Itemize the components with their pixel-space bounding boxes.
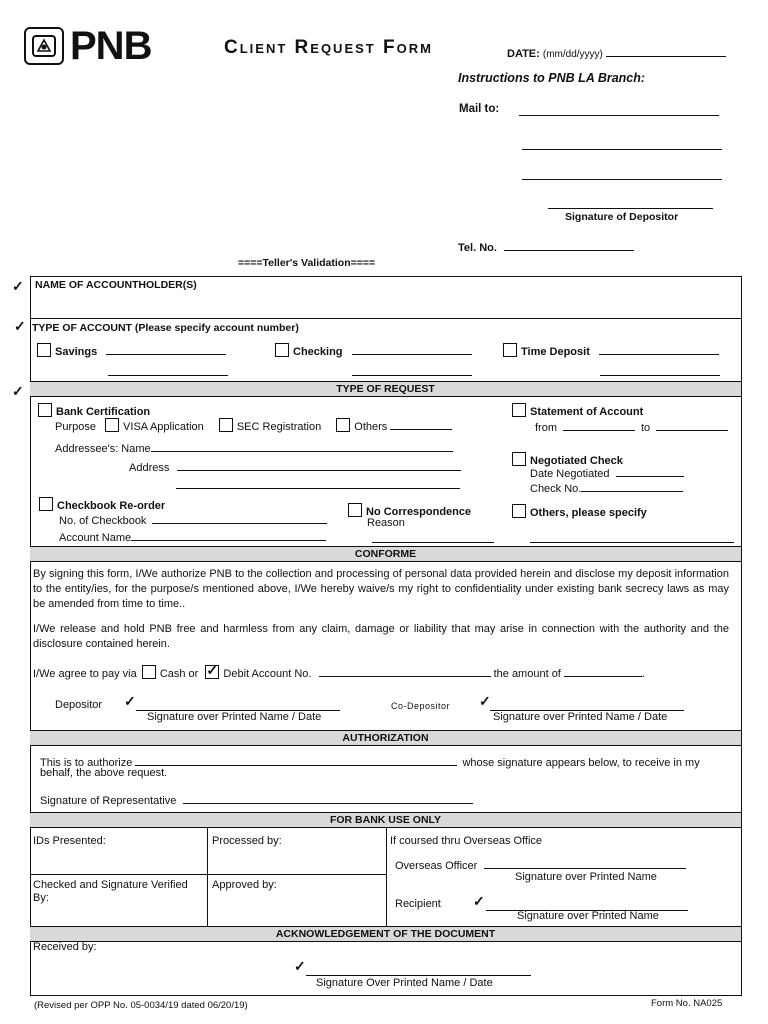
savings-line-2[interactable] bbox=[108, 365, 228, 376]
co-depositor-label: Co-Depositor bbox=[391, 701, 451, 711]
cash-checkbox[interactable] bbox=[142, 665, 156, 679]
visa-checkbox[interactable] bbox=[105, 418, 119, 432]
negotiated-check-option[interactable]: Negotiated Check bbox=[512, 452, 623, 467]
acknowledgement-signature-line[interactable] bbox=[306, 965, 531, 976]
amount-input[interactable] bbox=[564, 665, 642, 677]
authorized-person-input[interactable] bbox=[135, 754, 457, 766]
checking-option[interactable]: Checking bbox=[275, 343, 472, 358]
checkbook-reorder-option[interactable]: Checkbook Re-order bbox=[39, 497, 165, 512]
date-field[interactable]: DATE: (mm/dd/yyyy) bbox=[507, 45, 726, 60]
bank-use-hline bbox=[30, 874, 387, 875]
reason-line[interactable] bbox=[372, 532, 494, 543]
time-deposit-option[interactable]: Time Deposit bbox=[503, 343, 719, 358]
signature-of-depositor-label: Signature of Depositor bbox=[565, 211, 679, 223]
time-deposit-line-2[interactable] bbox=[600, 365, 720, 376]
tel-no-field[interactable]: Tel. No. bbox=[458, 239, 634, 254]
payment-row: I/We agree to pay via Cash or ✓ Debit Account No. the amount of . bbox=[33, 665, 645, 680]
pnb-seal-icon bbox=[24, 27, 64, 65]
checked-verified-label: Checked and Signature Verified By: bbox=[33, 879, 188, 904]
co-depositor-signature-line[interactable] bbox=[490, 700, 684, 711]
depositor-signature-line[interactable] bbox=[548, 196, 713, 209]
statement-of-account-checkbox[interactable] bbox=[512, 403, 526, 417]
type-of-account-label: TYPE OF ACCOUNT (Please specify account number) bbox=[32, 322, 299, 334]
bank-use-vline-1 bbox=[207, 828, 208, 926]
received-by-label: Received by: bbox=[33, 941, 97, 953]
sec-registration-checkbox[interactable] bbox=[219, 418, 233, 432]
recipient-caption: Signature over Printed Name bbox=[517, 910, 659, 922]
address-line-2[interactable] bbox=[176, 478, 460, 489]
acknowledgement-caption: Signature Over Printed Name / Date bbox=[316, 977, 493, 989]
pnb-logo bbox=[24, 26, 151, 66]
form-number: Form No. NA025 bbox=[651, 998, 723, 1009]
overseas-officer-row[interactable]: Overseas Officer bbox=[395, 857, 686, 872]
coursed-thru-label: If coursed thru Overseas Office bbox=[390, 835, 543, 847]
overseas-officer-caption: Signature over Printed Name bbox=[515, 871, 657, 883]
address-row[interactable]: Address bbox=[129, 459, 461, 474]
recipient-label: Recipient bbox=[395, 898, 441, 910]
bank-certification-checkbox[interactable] bbox=[38, 403, 52, 417]
form-title: Client Request Form bbox=[224, 37, 433, 58]
tellers-validation: ====Teller's Validation==== bbox=[238, 257, 376, 269]
processed-by-label: Processed by: bbox=[212, 835, 282, 847]
account-name-row[interactable]: Account Name bbox=[59, 529, 326, 544]
checkbook-reorder-checkbox[interactable] bbox=[39, 497, 53, 511]
check-mark-icon: ✓ bbox=[294, 958, 306, 974]
addressee-name-row[interactable]: Addressee's: Name bbox=[55, 440, 453, 455]
savings-option[interactable]: Savings bbox=[37, 343, 226, 358]
accountholder-name-field[interactable] bbox=[31, 293, 739, 318]
mail-to-label: Mail to: bbox=[459, 103, 500, 115]
check-mark-icon: ✓ bbox=[473, 893, 485, 909]
divider bbox=[30, 318, 741, 319]
others-specify-line[interactable] bbox=[530, 532, 734, 543]
ids-presented-label: IDs Presented: bbox=[33, 835, 106, 847]
check-mark-icon: ✓ bbox=[12, 278, 24, 294]
statement-period-row[interactable]: from to bbox=[535, 419, 728, 434]
type-of-request-header: TYPE OF REQUEST bbox=[30, 381, 741, 397]
depositor-signature-caption: Signature over Printed Name / Date bbox=[147, 711, 322, 723]
authorization-line-2: behalf, the above request. bbox=[40, 767, 168, 779]
approved-by-label: Approved by: bbox=[212, 879, 277, 891]
mail-to-line-2[interactable] bbox=[522, 137, 722, 150]
checking-checkbox[interactable] bbox=[275, 343, 289, 357]
check-mark-icon: ✓ bbox=[124, 693, 136, 709]
others-checkbox[interactable] bbox=[336, 418, 350, 432]
conforme-paragraph-2: I/We release and hold PNB free and harmless from any claim, damage or liability that may arise in connection with the authority and the disclosure contained herein. bbox=[33, 623, 729, 650]
purpose-row: Purpose VISA Application SEC Registration Others bbox=[55, 418, 452, 433]
negotiated-check-checkbox[interactable] bbox=[512, 452, 526, 466]
mail-to-line-1[interactable] bbox=[519, 103, 719, 116]
instructions-heading: Instructions to PNB LA Branch: bbox=[458, 71, 646, 85]
others-specify-checkbox[interactable] bbox=[512, 504, 526, 518]
no-of-checkbook-row[interactable]: No. of Checkbook bbox=[59, 512, 327, 527]
depositor-signature-line[interactable] bbox=[136, 700, 340, 711]
statement-of-account-option[interactable]: Statement of Account bbox=[512, 403, 643, 418]
debit-account-input[interactable] bbox=[319, 665, 491, 677]
no-correspondence-checkbox[interactable] bbox=[348, 503, 362, 517]
debit-account-checkbox[interactable] bbox=[205, 665, 219, 679]
mail-to-line-3[interactable] bbox=[522, 167, 722, 180]
bank-use-vline-2 bbox=[386, 828, 387, 926]
others-input[interactable] bbox=[390, 418, 452, 430]
conforme-header: CONFORME bbox=[30, 546, 741, 562]
accountholder-name-label: NAME OF ACCOUNTHOLDER(S) bbox=[35, 279, 197, 291]
check-no-row[interactable]: Check No. bbox=[530, 480, 683, 495]
acknowledgement-header: ACKNOWLEDGEMENT OF THE DOCUMENT bbox=[30, 926, 741, 942]
logo-text: PNB bbox=[70, 24, 152, 68]
bank-certification-option[interactable]: Bank Certification bbox=[38, 403, 150, 418]
no-correspondence-option[interactable]: No Correspondence bbox=[348, 503, 471, 518]
conforme-paragraph-1: By signing this form, I/We authorize PNB to the collection and processing of personal data provided herein and disclose my deposit information to the entity/ies, for the purpose/s mentioned above, I/We hereby waive/s my right to confidentiality under existing bank secrecy laws as may be amended from time to time.. bbox=[33, 568, 729, 610]
authorization-header: AUTHORIZATION bbox=[30, 730, 741, 746]
check-mark-icon: ✓ bbox=[14, 318, 26, 334]
checking-line-2[interactable] bbox=[352, 365, 472, 376]
depositor-label: Depositor bbox=[55, 699, 103, 711]
date-negotiated-row[interactable]: Date Negotiated bbox=[530, 465, 684, 480]
reason-label: Reason bbox=[367, 517, 405, 529]
revision-note: (Revised per OPP No. 05-0034/19 dated 06/20/19) bbox=[34, 1000, 248, 1011]
co-depositor-signature-caption: Signature over Printed Name / Date bbox=[493, 711, 668, 723]
representative-signature-row[interactable]: Signature of Representative bbox=[40, 792, 473, 807]
check-mark-icon: ✓ bbox=[479, 693, 491, 709]
bank-use-header: FOR BANK USE ONLY bbox=[30, 812, 741, 828]
check-mark-icon: ✓ bbox=[12, 383, 24, 399]
others-specify-option[interactable]: Others, please specify bbox=[512, 504, 647, 519]
savings-checkbox[interactable] bbox=[37, 343, 51, 357]
time-deposit-checkbox[interactable] bbox=[503, 343, 517, 357]
authorization-line-1: This is to authorize whose signature appears below, to receive in my bbox=[40, 754, 700, 769]
